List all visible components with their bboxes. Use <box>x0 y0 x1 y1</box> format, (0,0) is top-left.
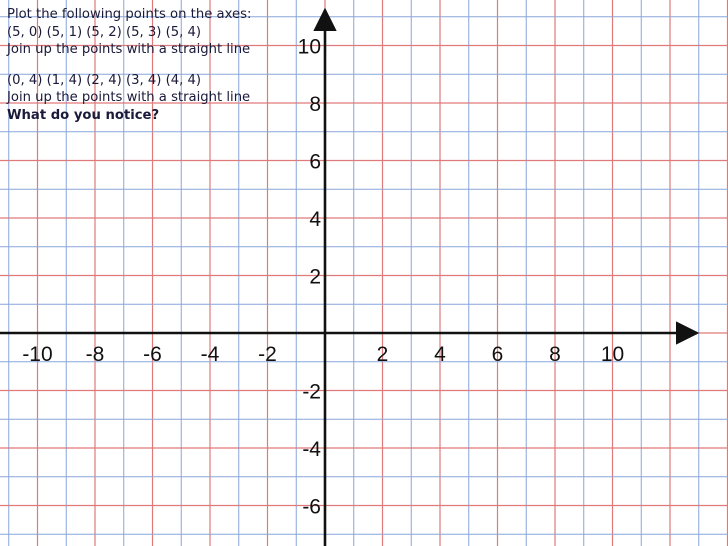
instruction-points: (0, 4) (1, 4) (2, 4) (3, 4) (4, 4) <box>7 72 202 88</box>
x-tick-label: 8 <box>549 343 561 366</box>
y-tick-label: -6 <box>302 495 321 519</box>
x-axis-labels <box>22 343 624 366</box>
y-tick-label: 2 <box>309 265 321 289</box>
instruction-points: (5, 0) (5, 1) (5, 2) (5, 3) (5, 4) <box>7 24 202 40</box>
instruction-line: Plot the following points on the axes: <box>7 7 252 22</box>
x-tick-label: -10 <box>22 343 53 366</box>
spacer <box>7 59 251 72</box>
x-tick-label: -2 <box>258 343 277 366</box>
y-tick-label: 6 <box>309 150 321 174</box>
x-tick-label: 10 <box>600 343 625 366</box>
x-tick-label: 2 <box>376 343 389 366</box>
y-tick-label: 8 <box>309 93 321 116</box>
instruction-line: Join up the points with a straight line <box>7 90 251 105</box>
x-tick-label: -6 <box>143 343 162 366</box>
x-tick-label: 4 <box>434 343 446 366</box>
instructions-text <box>7 6 251 124</box>
x-tick-label: -4 <box>200 343 220 366</box>
y-tick-label: 4 <box>309 208 321 231</box>
instruction-line: Join up the points with a straight line <box>7 42 251 57</box>
y-axis-labels <box>298 36 322 519</box>
y-tick-label: -4 <box>302 438 321 461</box>
x-tick-label: 6 <box>491 343 504 366</box>
y-tick-label: -2 <box>302 380 321 404</box>
y-tick-label: 10 <box>297 35 321 59</box>
instruction-question: What do you notice? <box>7 107 160 123</box>
x-tick-label: -8 <box>85 343 105 366</box>
